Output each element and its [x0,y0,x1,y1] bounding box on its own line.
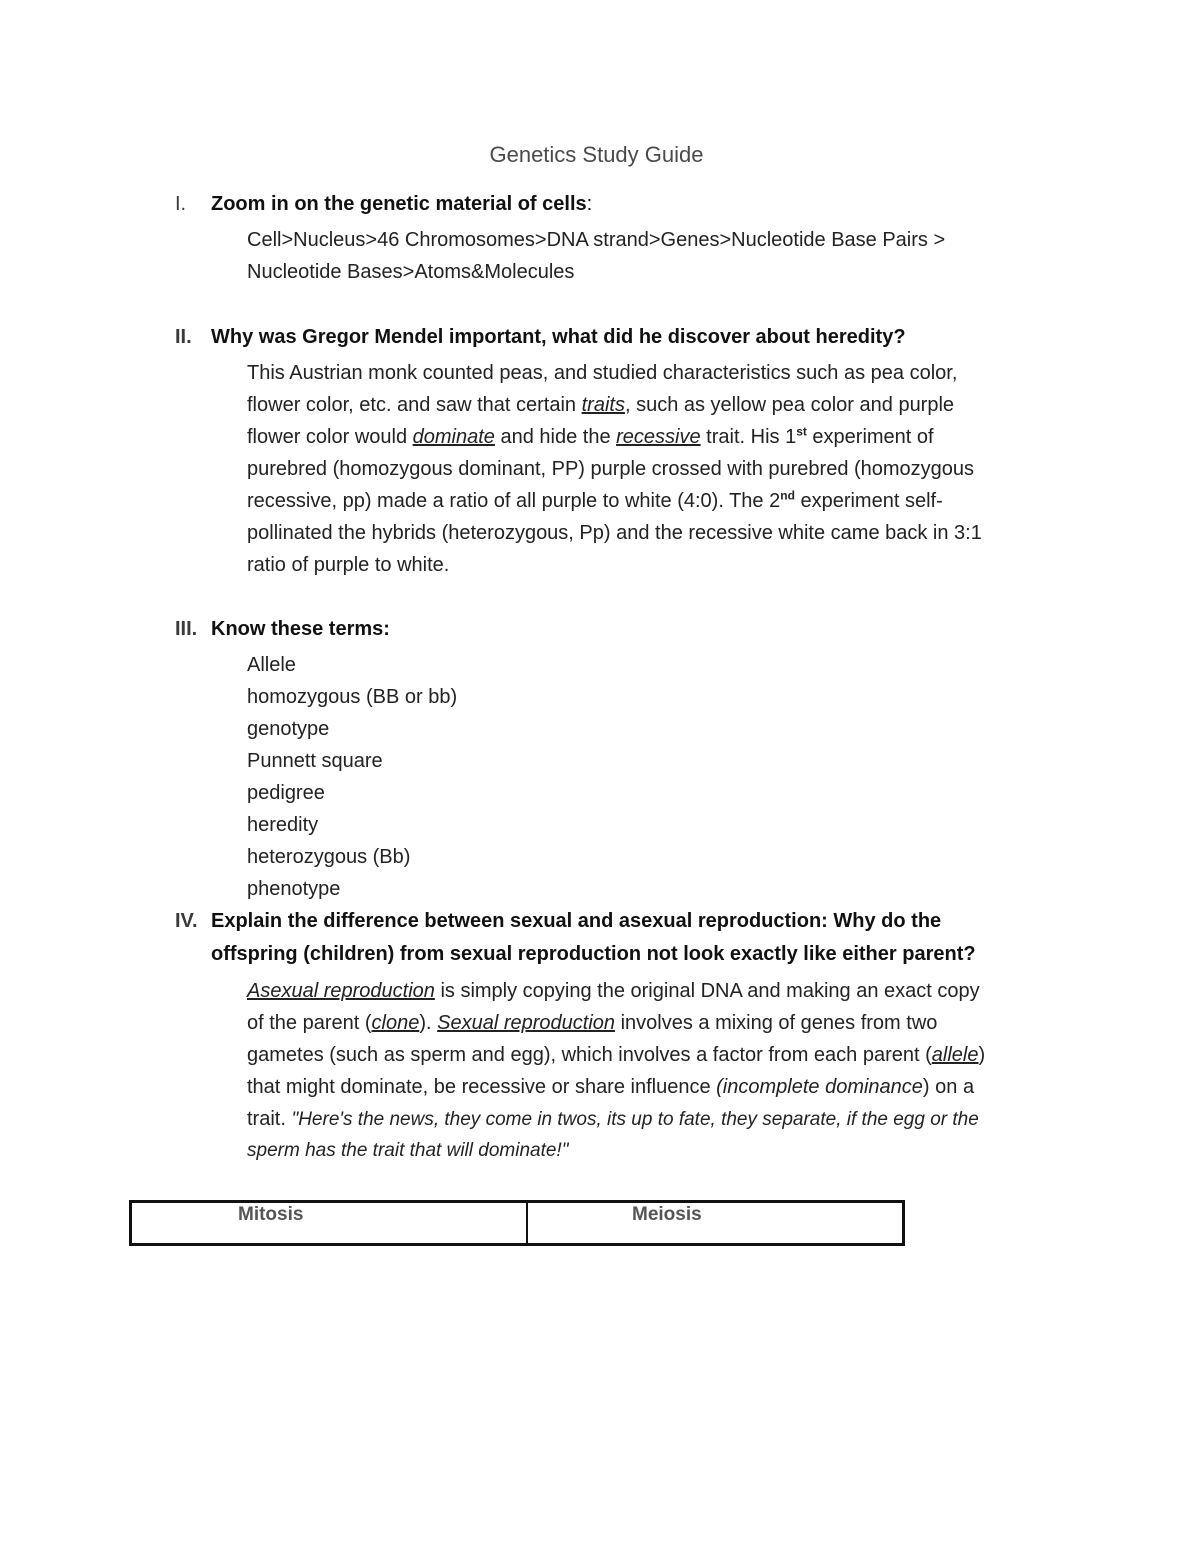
section-1-question-text: Zoom in on the genetic material of cells [211,193,587,215]
answer-line [247,421,1067,453]
section-1-question [211,188,1081,221]
section-2-answer [247,357,1067,581]
section-1-question-suffix: : [586,193,593,215]
term-incomplete-dominance: (incomplete dominance [716,1076,923,1098]
text-run: involves a mixing of genes from two [615,1012,938,1034]
answer-line [247,1103,1067,1136]
superscript: st [796,424,807,439]
answer-line [247,1039,1067,1071]
answer-line: Cell>Nucleus>46 Chromosomes>DNA strand>Genes>Nucleotide Base Pairs > [247,229,946,251]
term-asexual-reproduction: Asexual reproduction [247,980,435,1002]
answer-line [247,1136,1067,1165]
mitosis-meiosis-table [129,1200,905,1246]
term-clone: clone [371,1012,420,1034]
table-header-cell [132,1203,528,1243]
list-item: heterozygous (Bb) [247,846,411,868]
section-4-question [211,905,1081,971]
text-run: recessive, pp) made a ratio of all purple to white (4:0). The 2 [247,490,781,512]
section-1-numeral: I. [175,193,187,215]
answer-line [247,485,1067,517]
term-allele: allele [931,1044,979,1066]
text-run: is simply copying the original DNA and making an exact copy [434,980,980,1002]
text-run: and hide the [494,426,617,448]
section-3-numeral: III. [175,618,198,640]
list-item: homozygous (BB or bb) [247,686,458,708]
term-traits: traits [581,394,625,416]
section-2-question: Why was Gregor Mendel important, what did he discover about heredity? [211,326,906,348]
section-4-answer [247,975,1067,1165]
table-header-meiosis: Meiosis [632,1204,702,1225]
answer-line: Nucleotide Bases>Atoms&Molecules [247,261,575,283]
list-item: Allele [247,654,296,676]
text-run: ). [419,1012,438,1034]
table-header-mitosis: Mitosis [238,1204,304,1225]
term-sexual-reproduction: Sexual reproduction [437,1012,616,1034]
text-run: of the parent ( [247,1012,372,1034]
answer-line: ratio of purple to white. [247,554,450,576]
list-item: pedigree [247,782,325,804]
text-run: experiment of [806,426,934,448]
text-run: trait. His 1 [700,426,797,448]
list-item: genotype [247,718,330,740]
page-title: Genetics Study Guide [489,142,704,167]
answer-line: This Austrian monk counted peas, and studied characteristics such as pea color, [247,362,958,384]
answer-line [247,1071,1067,1103]
list-item: Punnett square [247,750,383,772]
section-2-numeral: II. [175,326,192,348]
answer-line [247,975,1067,1007]
list-item: heredity [247,814,319,836]
text-run: ) on a [922,1076,975,1098]
answer-line: purebred (homozygous dominant, PP) purple crossed with purebred (homozygous [247,458,975,480]
text-run: trait. [247,1108,292,1130]
list-item: phenotype [247,878,341,900]
text-run: experiment self- [794,490,943,512]
term-recessive: recessive [616,426,701,448]
term-dominate: dominate [412,426,495,448]
text-run: ) [978,1044,986,1066]
section-3-question: Know these terms: [211,618,390,640]
question-line: offspring (children) from sexual reproduction not look exactly like either parent? [211,943,976,965]
quote-text: "Here's the news, they come in twos, its up to fate, they separate, if the egg or the [291,1109,979,1130]
terms-list [247,649,457,905]
section-1-answer [247,224,1067,288]
answer-line [247,389,1067,421]
text-run: , such as yellow pea color and purple [624,394,955,416]
answer-line: pollinated the hybrids (heterozygous, Pp) and the recessive white came back in 3:1 [247,522,982,544]
question-line: Explain the difference between sexual and asexual reproduction: Why do the [211,910,942,932]
quote-text: sperm has the trait that will dominate!" [247,1140,569,1161]
superscript: nd [780,488,795,503]
table-header-cell [528,1203,902,1243]
text-run: that might dominate, be recessive or share influence [247,1076,717,1098]
text-run: flower color would [247,426,413,448]
answer-line [247,1007,1067,1039]
section-4-numeral: IV. [175,910,198,932]
text-run: flower color, etc. and saw that certain [247,394,582,416]
text-run: gametes (such as sperm and egg), which involves a factor from each parent ( [247,1044,932,1066]
